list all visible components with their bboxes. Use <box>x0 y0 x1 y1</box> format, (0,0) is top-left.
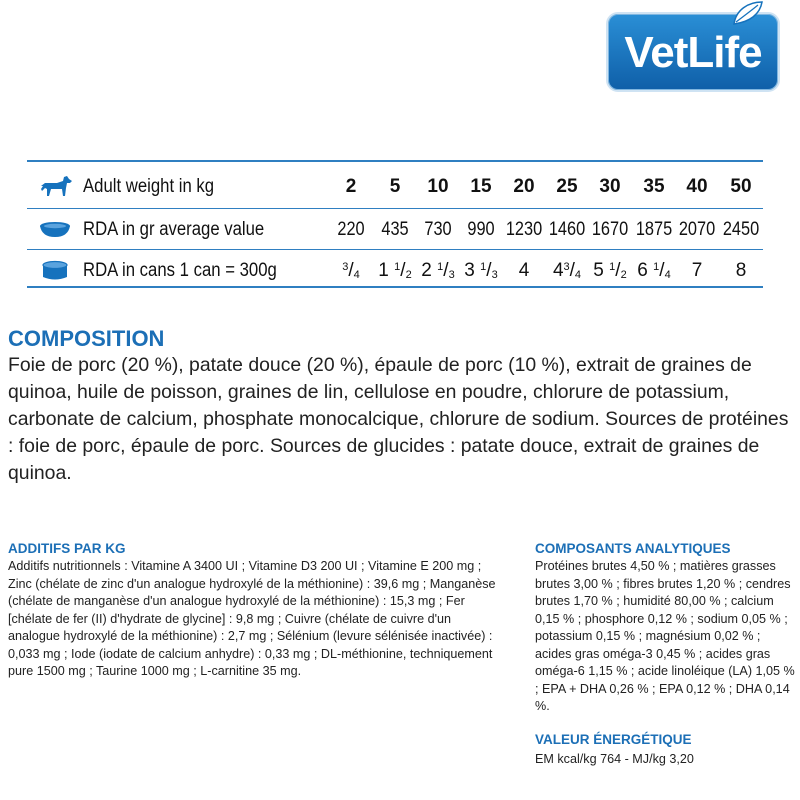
rda-grams-cell: 1875 <box>635 219 673 240</box>
rda-grams-cell: 990 <box>467 219 495 240</box>
rda-grams-cell: 1670 <box>591 219 629 240</box>
weight-cell: 15 <box>470 176 492 197</box>
rda-grams-cell: 730 <box>424 219 452 240</box>
rda-grams-cell: 2450 <box>722 219 760 240</box>
rda-cans-cell: 2 $^1/_3$ <box>421 260 455 281</box>
weight-row <box>27 166 763 206</box>
rda-grams-row <box>27 208 763 250</box>
rda-cans-row <box>27 250 763 290</box>
weight-cell: 10 <box>427 176 449 197</box>
weight-cell: 20 <box>513 176 535 197</box>
weight-cell: 2 <box>345 176 357 197</box>
leaf-icon <box>730 0 764 26</box>
rda-cans-cell: 7 <box>691 260 703 281</box>
composants-title: COMPOSANTS ANALYTIQUES <box>535 541 731 556</box>
rda-cans-cell: 8 <box>735 260 747 281</box>
additifs-title: ADDITIFS PAR KG <box>8 541 126 556</box>
can-icon <box>37 258 73 282</box>
composition-title: COMPOSITION <box>8 326 165 351</box>
valeur-text: EM kcal/kg 764 - MJ/kg 3,20 <box>535 752 694 766</box>
composants-text: Protéines brutes 4,50 % ; matières grasses brutes 3,00 % ; fibres brutes 1,20 % ; cendres brutes 1,70 % ; humidité 80,00 % ; calcium 0,15 % ; phosphore 0,12 % ; sodium 0,05 % ; potassium 0,15 % ; magnésium 0,02 % ; acides gras oméga-3 0,45 % ; acides gras oméga-6 1,15 % ; acide linoléique (LA) 1,05 % ; EPA + DHA 0,26 % ; EPA 0,12 % ; DHA 0,14 %. <box>535 559 795 713</box>
vetlife-logo <box>606 12 780 92</box>
weight-cell: 25 <box>556 176 578 197</box>
rda-grams-cell: 2070 <box>678 219 716 240</box>
valeur-title: VALEUR ÉNERGÉTIQUE <box>535 732 692 747</box>
rda-grams-cell: 1230 <box>505 219 543 240</box>
rda-grams-label: RDA in gr average value <box>83 219 265 240</box>
rda-table <box>27 160 763 288</box>
dog-icon <box>37 174 73 198</box>
rda-cans-cell: $4^3/_4$ <box>552 260 582 281</box>
rda-cans-cell: 1 $^1/_2$ <box>378 260 412 281</box>
logo-text: VetLife <box>624 28 762 77</box>
weight-cell: 35 <box>643 176 665 197</box>
rda-grams-cell: 435 <box>381 219 409 240</box>
rda-cans-cell: 3 $^1/_3$ <box>464 260 498 281</box>
bowl-icon <box>37 217 73 241</box>
rda-cans-cell: $^3/_4$ <box>342 260 360 281</box>
rda-cans-cell: 4 <box>518 260 530 281</box>
weight-cell: 30 <box>599 176 621 197</box>
rda-cans-cell: 6 $^1/_4$ <box>637 260 671 281</box>
rda-cans-label: RDA in cans 1 can = 300g <box>83 260 277 281</box>
weight-cell: 50 <box>730 176 752 197</box>
weight-label: Adult weight in kg <box>83 176 215 197</box>
rda-grams-cell: 220 <box>337 219 365 240</box>
weight-cell: 40 <box>686 176 708 197</box>
rda-cans-cell: 5 $^1/_2$ <box>593 260 627 281</box>
rda-grams-cell: 1460 <box>548 219 586 240</box>
weight-cell: 5 <box>389 176 401 197</box>
additifs-text: Additifs nutritionnels : Vitamine A 3400 UI ; Vitamine D3 200 UI ; Vitamine E 200 mg ; Zinc (chélate de zinc d'un analogue hydroxylé de la méthionine) : 39,6 mg ; Manganèse (chélate de manganèse d'un analogue hydroxylé de la méthionine) : 15,3 mg ; Fer [chélate de fer (II) d'hydrate de glycine] : 9,8 mg ; Cuivre (chélate de cuivre d'un analogue hydroxylé de la méthionine) : 2,7 mg ; Sélénium (levure sélénisée inactivée) : 0,033 mg ; Iode (iodate de calcium anhydre) : 0,33 mg ; DL-méthionine, techniquement pure 1500 mg ; Taurine 1000 mg ; L-carnitine 35 mg. <box>8 559 496 678</box>
composition-text: Foie de porc (20 %), patate douce (20 %), épaule de porc (10 %), extrait de graines de quinoa, huile de poisson, graines de lin, cellulose en poudre, chlorure de potassium, carbonate de calcium, phosphate monocalcique, chlorure de sodium. Sources de protéines : foie de porc, épaule de porc. Sources de glucides : patate douce, extrait de graines de quinoa. <box>8 354 789 484</box>
